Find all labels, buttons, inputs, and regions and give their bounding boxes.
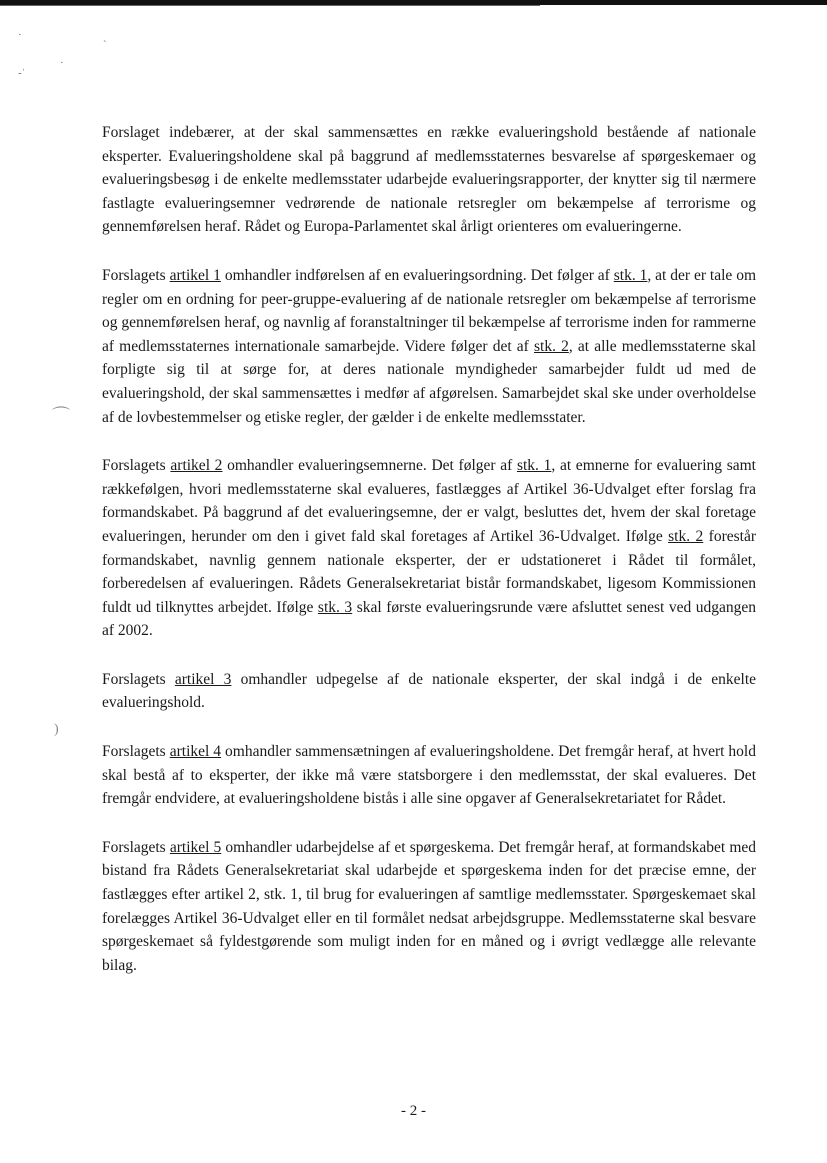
article-reference: artikel 4 [169,743,222,761]
scan-speck: -ˈ [18,67,26,79]
paragraph [102,264,756,429]
scan-speck: · [18,29,22,41]
paragraph [102,454,756,643]
article-reference: stk. 2 [534,337,569,355]
scan-speck: ˋ [103,39,107,51]
page-number: - 2 - [401,1103,426,1119]
article-reference: stk. 3 [317,598,353,616]
margin-bracket-mark: ) [54,722,59,737]
paragraph-text: omhandler indførelsen af en evalueringsordning. Det følger af [220,266,614,284]
paragraph-text: omhandler evalueringsemnerne. Det følger af [222,457,517,475]
paragraph-text: forestår formandskabet, navnlig gennem nationale eksperter, der er udstationeret i Rådet til formålet, forberedelsen af evalueringen. Rådets Generalsekretariat bistår formandskabet, ligesom Kommissionen fuldt ud tilknyttes arbejdet. Ifølge [102,527,756,616]
article-reference: artikel 3 [174,670,232,688]
paragraph [102,668,756,715]
scan-speck: · [60,57,64,69]
paragraph-text: omhandler sammensætningen af evalueringsholdene. Det fremgår heraf, at hvert hold skal bestå af to eksperter, der ikke må være statsborgere i den medlemsstat, der skal evalueres. Det fremgår endvidere, at evalueringsholdene bistås i alle sine opgaver af Generalsekretariatet for Rådet. [102,743,756,808]
paragraph [102,836,756,978]
paragraph-text: Forslagets [102,838,170,856]
article-reference: artikel 1 [169,266,221,284]
paragraph-text: Forslaget indebærer, at der skal sammensættes en række evalueringshold bestående af nationale eksperter. Evalueringsholdene skal på baggrund af medlemsstaternes besvarelse af spørgeskemaer og evalueringsbesøg i de enkelte medlemsstater udarbejde evalueringsrapporter, der knytter sig til nærmere fastlagte evalueringsemner vedrørende de nationale retsregler om bekæmpelse af terrorisme og gennemførelsen heraf. Rådet og Europa-Parlamentet skal årligt orienteres om evalueringerne. [102,124,756,236]
paragraph-text: Forslagets [102,457,171,475]
scan-top-border-fade [0,5,540,6]
article-reference: stk. 1 [516,457,552,475]
paragraph [102,740,756,811]
paragraph-text: Forslagets [102,266,170,284]
article-reference: artikel 2 [170,457,223,475]
paragraph-text: omhandler udpegelse af de nationale eksperter, der skal indgå i de enkelte evalueringshold. [102,670,757,712]
document-body [102,121,756,977]
article-reference: artikel 5 [169,838,222,856]
paragraph-text: , at der er tale om regler om en ordning for peer-gruppe-evaluering af de nationale retsregler om bekæmpelse af terrorisme og gennemførelsen heraf, og navnlig af foranstaltninger til bekæmpelse af terrorisme inden for rammerne af medlemsstaternes internationale samarbejde. Videre følger det af [102,266,757,355]
margin-bracket-mark: ⌒ [52,406,70,426]
paragraph-text: , at alle medlemsstaterne skal forpligte sig til at sørge for, at deres nationale myndigheder samarbejder fuldt ud med de evalueringshold, der skal sammensættes i medfør af afgørelsen. Samarbejdet skal ske under overholdelse af de lovbestemmelser og etiske regler, der gælder i de enkelte medlemsstater. [102,337,756,426]
article-reference: stk. 2 [668,527,704,545]
paragraph-text: Forslagets [102,743,170,761]
paragraph-text: Forslagets [102,670,175,688]
paragraph-text: omhandler udarbejdelse af et spørgeskema. Det fremgår heraf, at formandskabet med bistand fra Rådets Generalsekretariat skal udarbejde et spørgeskema inden for det præcise emne, der fastlægges efter artikel 2, stk. 1, til brug for evalueringen af samtlige medlemsstater. Spørgeskemaet skal forelægges Artikel 36-Udvalget eller en til formålet nedsat arbejdsgruppe. Medlemsstaterne skal besvare spørgeskemaet så fyldestgørende som muligt inden for en måned og i øvrigt vedlægge alle relevante bilag. [102,838,757,974]
article-reference: stk. 1 [613,266,648,284]
paragraph [102,121,756,239]
paragraph-text: , at emnerne for evaluering samt rækkefølgen, hvori medlemsstaterne skal evalueres, fastlægges af Artikel 36-Udvalget efter forslag fra formandskabet. På baggrund af det evalueringsemne, der er valgt, besluttes det, hvem der skal foretage evalueringen, herunder om den i givet fald skal foretages af Artikel 36-Udvalget. Ifølge [102,457,756,545]
paragraph-text: skal første evalueringsrunde være afsluttet senest ved udgangen af 2002. [102,598,756,640]
